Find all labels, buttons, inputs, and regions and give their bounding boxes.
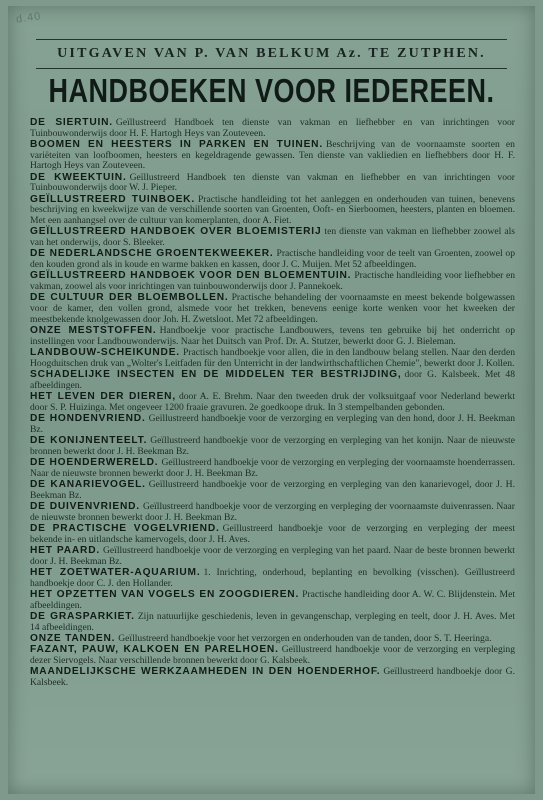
- book-entry-description: Geïllustreerd Handboek ten dienste van vakman en liefhebber en van inrichtingen voor Tuinbouwonderwijs door H. F. Hartogh Heys van Zouteveen.: [30, 117, 515, 139]
- book-entry-description: Practische behandeling der voornaamste en meest bekende bolgewassen voor de kamer, den vollen grond, alsmede voor het trekken, benevens eenige korte wenken voor het kweeken der meestbekende knolgewassen door Joh. H. Zwetsloot. Met 72 afbeeldingen.: [30, 292, 515, 325]
- book-entry: [30, 249, 515, 270]
- book-entry-description: Zijn natuurlijke geschiedenis, leven in gevangenschap, verpleging en teelt, door J. H. Aves. Met 14 afbeeldingen.: [30, 611, 516, 633]
- book-entry-description: ten dienste van vakman en liefhebber zoowel als van het onderwijs, door S. Bleeker.: [30, 226, 515, 249]
- book-cover: [8, 6, 535, 794]
- book-entry-description: door G. Kalsbeek. Met 48 afbeeldingen.: [30, 369, 515, 391]
- book-entry: [30, 173, 515, 194]
- book-entry: [30, 590, 515, 611]
- pencil-mark: d.40: [15, 10, 43, 26]
- book-entry-description: Practische handleiding voor de teelt van Groenten, zoowel op den kouden grond als in koude en warme bakken en kassen, door J. C. Muijen. Met 52 afbeeldingen.: [30, 248, 515, 271]
- book-entry-title: HET ZOETWATER-AQUARIUM.: [30, 567, 201, 579]
- book-entry: [30, 634, 515, 645]
- book-entry-title: GEÏLLUSTREERD TUINBOEK.: [30, 193, 195, 205]
- book-entry: [30, 546, 515, 567]
- book-entry-description: Geïllustreerd handboekje voor de verzorging en verpleging van het paard. Naar de beste bronnen bewerkt door J. H. Beekman Bz.: [30, 545, 515, 567]
- book-entry-title: FAZANT, PAUW, KALKOEN EN PARELHOEN.: [30, 644, 279, 656]
- book-entry-description: Handboekje voor practische Landbouwers, tevens ten gebruike bij het onderricht op instellingen voor Landbouwonderwijs. Naar het Duitsch van Prof. Dr. A. Stutzer, bewerkt door G. J. Bieleman.: [30, 325, 515, 347]
- book-entry: [30, 612, 515, 633]
- book-entry-title: DE SIERTUIN.: [30, 117, 113, 128]
- book-entry: [30, 480, 515, 501]
- book-entry-title: DE GRASPARKIET.: [30, 611, 135, 623]
- book-entry-title: DE KWEEKTUIN.: [30, 171, 127, 183]
- book-entry-description: Geïllustreerd handboekje voor het verzorgen en onderhouden van de tanden, door S. T. Heeringa.: [118, 633, 492, 645]
- book-entry: [30, 195, 515, 227]
- book-entry-title: DE HOENDERWERELD.: [30, 457, 159, 469]
- book-entry-description: Geïllustreerd handboekje door G. Kalsbeek.: [30, 666, 515, 689]
- book-entry-description: door A. E. Brehm. Naar den tweeden druk der volksuitgaaf voor Nederland bewerkt door S. P. Huizinga. Met ongeveer 1200 fraaie gravuren. 2e goedkoope druk. In 3 stempelbanden gebonden.: [30, 391, 515, 413]
- book-entry: [30, 645, 515, 666]
- book-entry-title: DE CULTUUR DER BLOEMBOLLEN.: [30, 292, 229, 304]
- book-entry: [30, 568, 515, 589]
- book-entry-title: LANDBOUW-SCHEIKUNDE.: [30, 347, 180, 359]
- book-entry: [30, 436, 515, 457]
- book-entry-description: Practisch handboekje voor allen, die in den landbouw belang stellen. Naar den derden Hoogduitschen druk van „Wolter's Leitfaden für den Unterricht in der landwirthschaftlichen Chemie", bewerkt door J. Kollen.: [30, 347, 515, 369]
- book-entry: [30, 293, 515, 325]
- book-entry-description: Geïllustreerd handboekje voor de verzorging en verpleging dezer Siervogels. Naar verschillende bronnen bewerkt door G. Kalsbeek.: [30, 644, 515, 667]
- book-entry-title: ONZE MESTSTOFFEN.: [30, 325, 157, 337]
- book-entry-description: Geïllustreerd handboekje voor de verzorging en verpleging van het konijn. Naar de nieuwste bronnen bewerkt door J. H. Beekman Bz.: [30, 435, 515, 457]
- book-entry: [30, 414, 515, 435]
- book-entry-description: Beschrijving van de voornaamste soorten en variëteiten van loofboomen, heesters en kegeldragende gewassen. Ten dienste van vakliedien en liefhebbers door H. F. Hartogh Heys van Zouteveen.: [30, 139, 515, 172]
- page-title: HANDBOEKEN VOOR IEDEREEN.: [48, 72, 495, 110]
- book-entry-description: Geïllustreerd handboekje voor de verzorging en verpleging van den hond, door J. H. Beekman Bz.: [30, 413, 515, 435]
- book-entry-description: Geïllustreerd handboekje voor de verzorging en verpleging der voornaamste duivenrassen. Naar de nieuwste bronnen bewerkt door J. H. Beekman Bz.: [30, 501, 515, 523]
- book-entry-title: GEÏLLUSTREERD HANDBOEK VOOR DEN BLOEMENTUIN.: [30, 270, 352, 282]
- book-entry-description: Geïllustreerd handboekje voor de verzorging en verpleging der voornaamste hoenderrassen. Naar de nieuwste bronnen bewerkt door J. H. Beekman Bz.: [30, 457, 515, 479]
- book-entry-title: DE KANARIEVOGEL.: [30, 479, 146, 491]
- book-entry-title: DE HONDENVRIEND.: [30, 413, 146, 425]
- top-rule: [36, 39, 507, 40]
- book-entry-title: DE DUIVENVRIEND.: [30, 501, 140, 513]
- book-entry-title: HET PAARD.: [30, 545, 100, 557]
- book-entry-description: Practische handleiding voor liefhebber en vakman, zoowel als voor inrichtingen van tuinbouwonderwijs door J. Pannekoek.: [30, 270, 515, 293]
- publisher-line: UITGAVEN VAN P. VAN BELKUM Az. TE ZUTPHEN.: [57, 46, 486, 61]
- book-entry-title: HET LEVEN DER DIEREN,: [30, 391, 176, 403]
- book-entry-title: DE PRACTISCHE VOGELVRIEND.: [30, 523, 220, 535]
- book-entry-description: Geïllustreerd Handboek ten dienste van vakman en liefhebber en van inrichtingen voor Tuinbouwonderwijs door W. J. Pieper.: [30, 171, 515, 194]
- book-entry-description: Practische handleiding tot het aanleggen en onderhouden van tuinen, benevens beschrijving en kweekwijze van de verschillende soorten van Groenten, Ooft- en Sierboomen, heesters, planten en bloemen. Met een aanhangsel over de cultuur van komerplanten, door A. Fiet.: [30, 193, 515, 227]
- book-entry-title: DE KONIJNENTEELT.: [30, 435, 148, 447]
- book-entry: [30, 326, 515, 347]
- book-entry: [30, 348, 515, 369]
- book-list: [30, 118, 515, 689]
- book-entry-title: BOOMEN EN HEESTERS IN PARKEN EN TUINEN.: [30, 139, 323, 150]
- book-entry: [30, 227, 515, 248]
- book-entry: [30, 271, 515, 292]
- book-entry-description: Geïllustreerd handboekje voor de verzorging en verpleging van den kanarievogel, door J. H. Beekman Bz.: [30, 479, 515, 501]
- book-entry-description: 1. Inrichting, onderhoud, beplanting en bevolking (visschen). Geïllustreerd handboekje door C. J. den Hollander.: [30, 567, 515, 589]
- book-entry: [30, 458, 515, 479]
- book-entry: [30, 392, 515, 413]
- title-rule: [36, 68, 507, 69]
- book-entry-description: Geïllustreerd handboekje voor de verzorging en verpleging der meest bekende in- en uitlandsche kamervogels, door J. H. Aves.: [30, 523, 515, 545]
- book-entry-description: Practische handleiding door A. W. C. Blijdenstein. Met afbeeldingen.: [30, 589, 515, 611]
- book-entry-title: SCHADELIJKE INSECTEN EN DE MIDDELEN TER BESTRIJDING,: [30, 369, 402, 381]
- book-entry-title: HET OPZETTEN VAN VOGELS EN ZOOGDIEREN.: [30, 589, 300, 601]
- book-entry: [30, 667, 515, 688]
- book-entry-title: ONZE TANDEN.: [30, 633, 116, 645]
- book-entry: [30, 118, 515, 139]
- book-entry: [30, 502, 515, 523]
- book-entry-title: MAANDELIJKSCHE WERKZAAMHEDEN IN DEN HOENDERHOF.: [30, 666, 381, 678]
- book-entry-title: GEÏLLUSTREERD HANDBOEK OVER BLOEMISTERIJ: [30, 226, 322, 238]
- book-entry: [30, 140, 515, 172]
- book-entry-title: DE NEDERLANDSCHE GROENTEKWEEKER.: [30, 248, 274, 260]
- book-entry: [30, 524, 515, 545]
- book-entry: [30, 370, 515, 391]
